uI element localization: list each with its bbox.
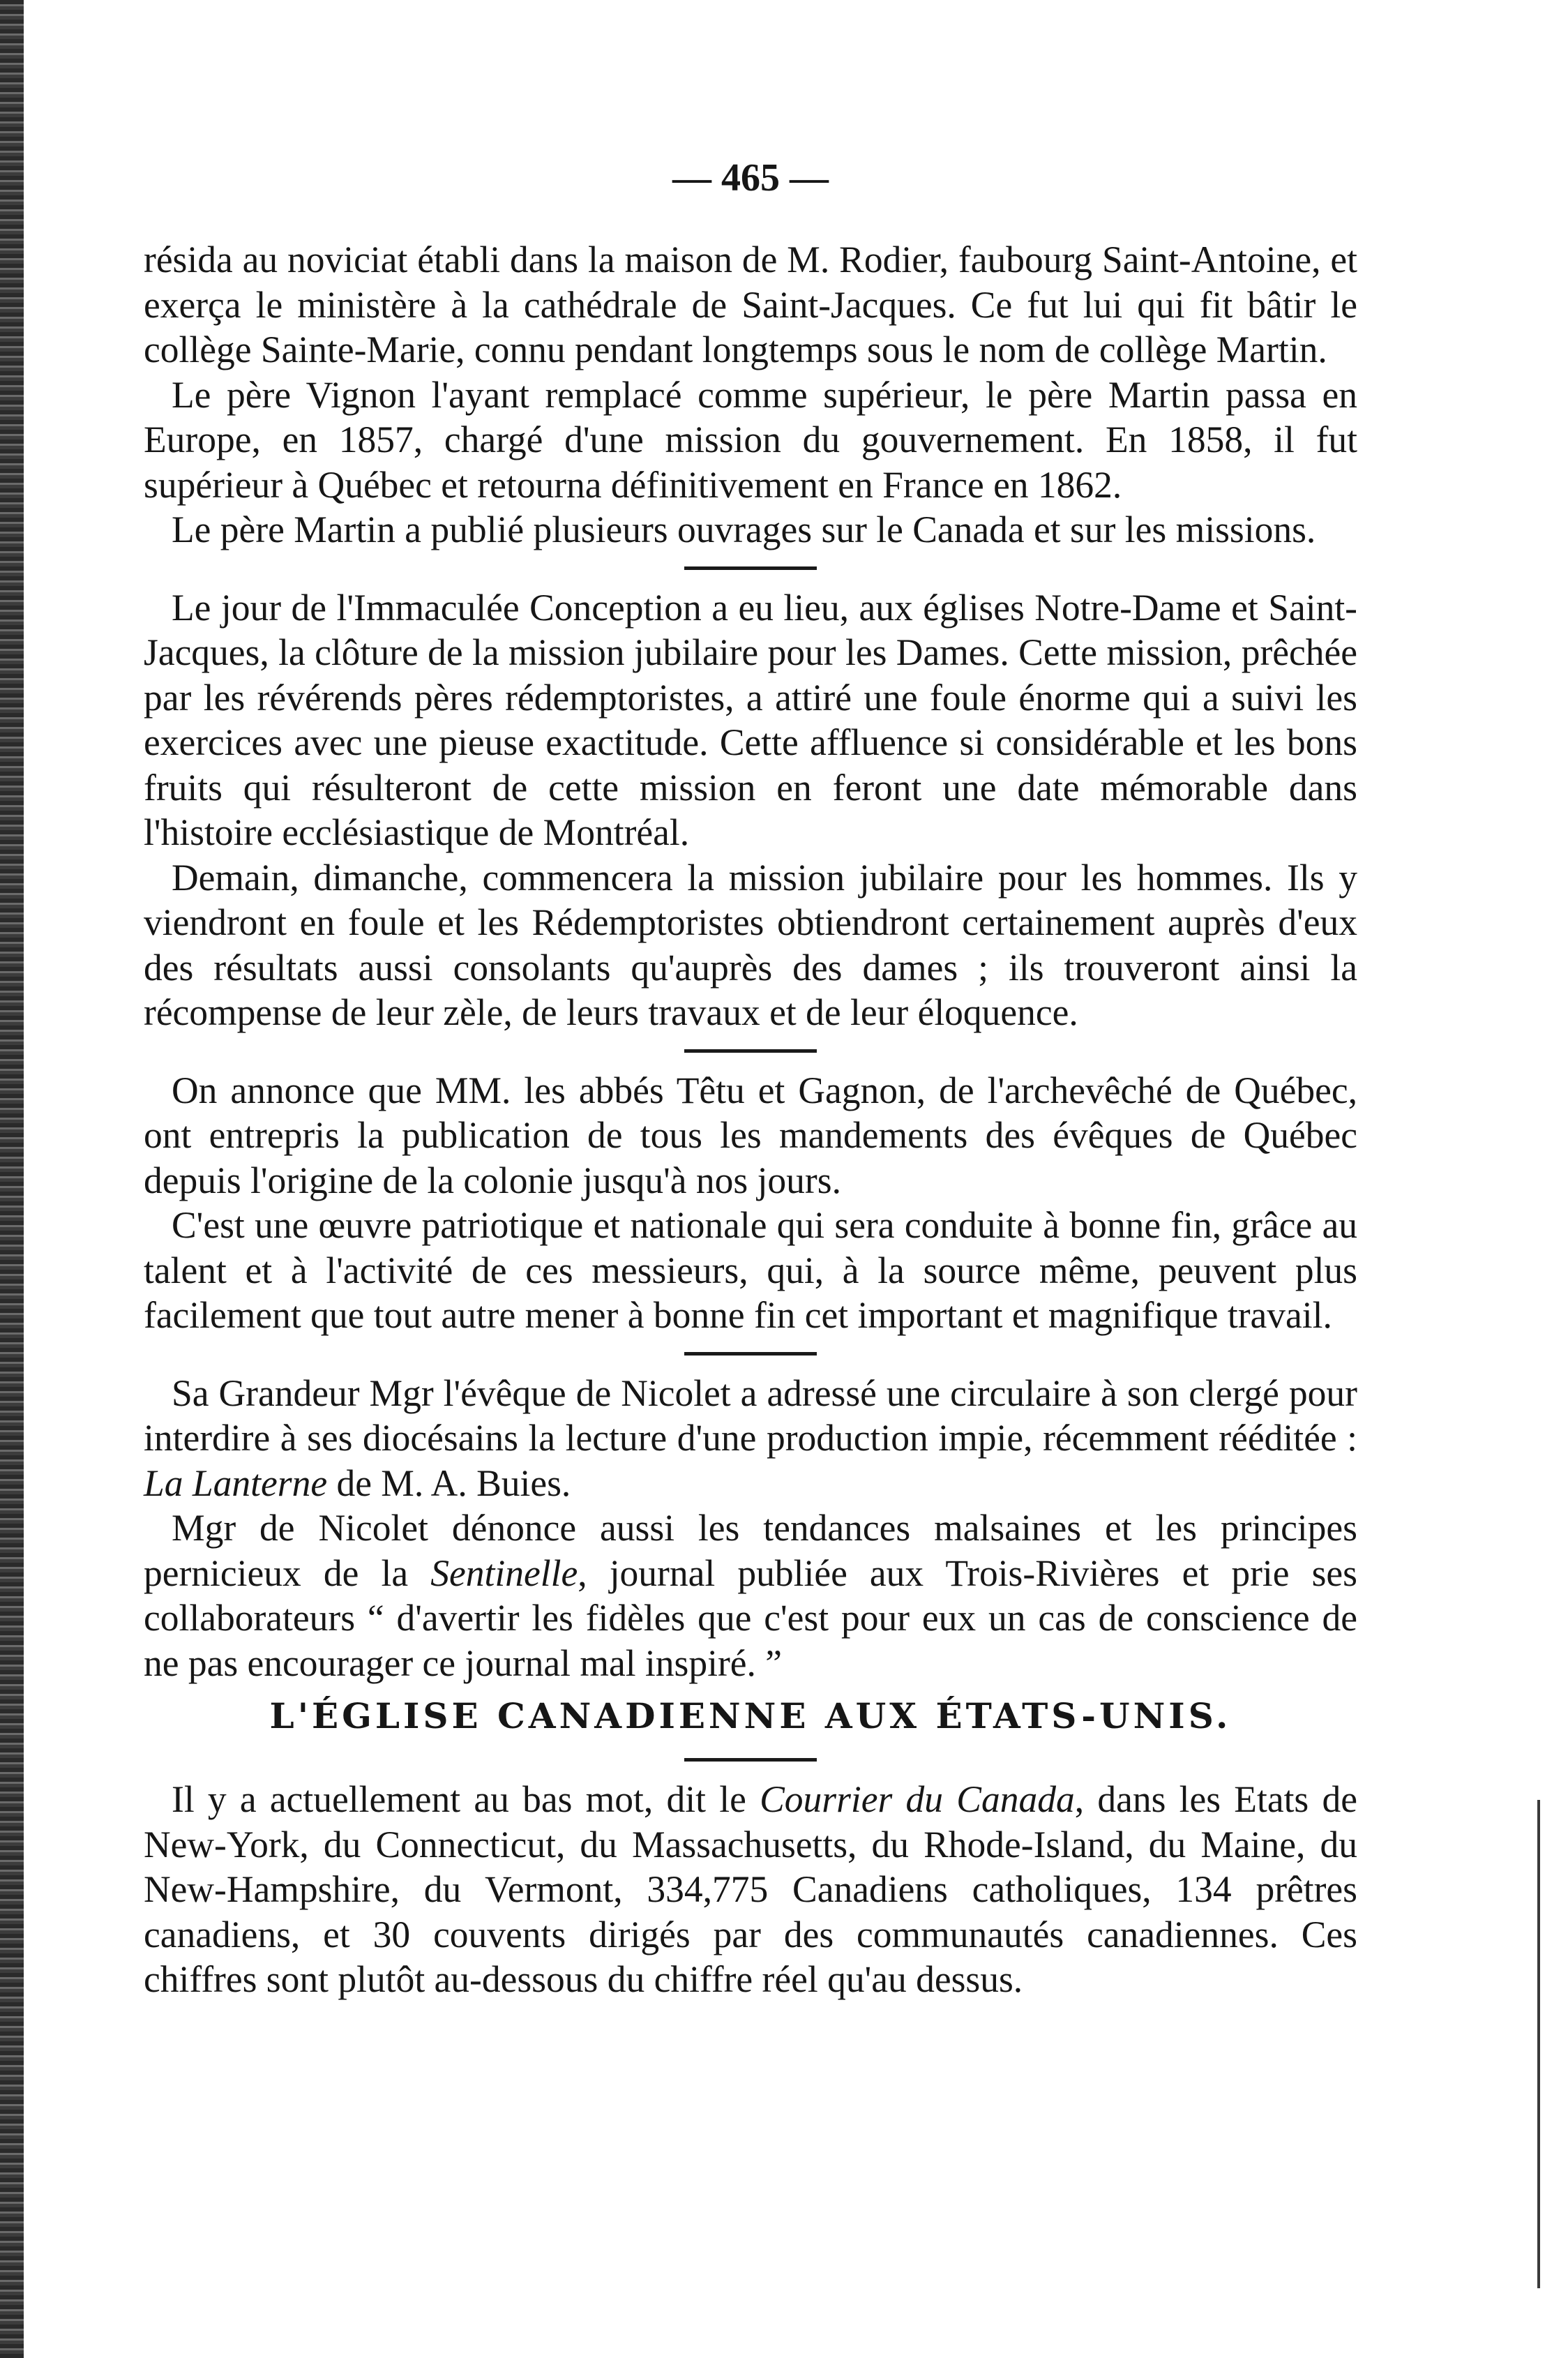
paragraph-6: On annonce que MM. les abbés Têtu et Gagnon, de l'archevêché de Québec, ont entrepris la publication de tous les mandements des évêques de Québec depuis l'origine de la colonie jusqu'à nos jours. bbox=[144, 1069, 1357, 1201]
paragraph-9-text: Mgr de Nicolet dénonce aussi les tendances malsaines et les principes pernicieux de la bbox=[144, 1507, 1357, 1594]
paragraph-10-tail: , dans les Etats de New-York, du Connecticut, du Massachusetts, du Rhode-Island, du Maine, du New-Hampshire, du Vermont, 334,775 Canadiens catholiques, 134 prêtres canadiens, et 30 couvents dirigés par des communautés canadiennes. Ces chiffres sont plutôt au-dessous du chiffre réel qu'au dessus. bbox=[144, 1778, 1357, 2000]
title-courrier-du-canada: Courrier du Canada bbox=[760, 1778, 1075, 1820]
title-la-lanterne: La Lanterne bbox=[144, 1462, 328, 1504]
paragraph-9-tail: , journal publiée aux Trois-Rivières et prie ses collaborateurs “ d'avertir les fidèles que c'est pour eux un cas de conscience de ne pas encourager ce journal mal inspiré. ” bbox=[144, 1552, 1358, 1684]
margin-mark bbox=[1537, 1800, 1568, 2288]
paragraph-7: C'est une œuvre patriotique et nationale qui sera conduite à bonne fin, grâce au talent et à l'activité de ces messieurs, qui, à la source même, peuvent plus facilement que tout autre mener à bonne fin cet important et magnifique travail. bbox=[144, 1204, 1357, 1336]
paragraph-8-text: Sa Grandeur Mgr l'évêque de Nicolet a adressé une circulaire à son clergé pour interdire à ses diocésains la lecture d'une production impie, récemment rééditée : bbox=[144, 1372, 1357, 1459]
section-divider bbox=[684, 1758, 817, 1762]
paragraph-2: Le père Vignon l'ayant remplacé comme supérieur, le père Martin passa en Europe, en 1857, chargé d'une mission du gouvernement. En 1858, il fut supérieur à Québec et retourna définitivement en France en 1862. bbox=[144, 373, 1357, 506]
title-sentinelle: Sentinelle bbox=[430, 1552, 578, 1594]
paragraph-5: Demain, dimanche, commencera la mission jubilaire pour les hommes. Ils y viendront en foule et les Rédemptoristes obtiendront certainement auprès d'eux des résultats aussi consolants qu'auprès des dames ; ils trouveront ainsi la récompense de leur zèle, de leurs travaux et de leur éloquence. bbox=[144, 856, 1357, 1033]
paragraph-10-text: Il y a actuellement au bas mot, dit le bbox=[172, 1778, 746, 1820]
document-page bbox=[144, 147, 1357, 2002]
page-number: — 465 — bbox=[672, 156, 829, 200]
paragraph-9 bbox=[144, 1505, 1357, 1685]
paragraph-4: Le jour de l'Immaculée Conception a eu lieu, aux églises Notre-Dame et Saint-Jacques, la clôture de la mission jubilaire pour les Dames. Cette mission, prêchée par les révérends pères rédemptoristes, a attiré une foule énorme qui a suivi les exercices avec une pieuse exactitude. Cette affluence si considérable et les bons fruits qui résulteront de cette mission en feront une date mémorable dans l'histoire ecclésiastique de Montréal. bbox=[144, 586, 1357, 853]
paragraph-1: résida au noviciat établi dans la maison de M. Rodier, faubourg Saint-Antoine, et exerça le ministère à la cathédrale de Saint-Jacques. Ce fut lui qui fit bâtir le collège Sainte-Marie, connu pendant longtemps sous le nom de collège Martin. bbox=[144, 239, 1357, 370]
section-heading: L'ÉGLISE CANADIENNE AUX ÉTATS-UNIS. bbox=[269, 1695, 1232, 1736]
paragraph-8 bbox=[144, 1371, 1357, 1506]
paragraph-8-tail: de M. A. Buies. bbox=[327, 1462, 571, 1504]
scan-binding-edge bbox=[0, 0, 24, 2358]
section-divider bbox=[684, 1049, 817, 1053]
paragraph-10 bbox=[144, 1777, 1357, 2002]
section-divider bbox=[684, 566, 817, 570]
section-divider bbox=[684, 1352, 817, 1356]
paragraph-3: Le père Martin a publié plusieurs ouvrages sur le Canada et sur les missions. bbox=[172, 509, 1316, 550]
